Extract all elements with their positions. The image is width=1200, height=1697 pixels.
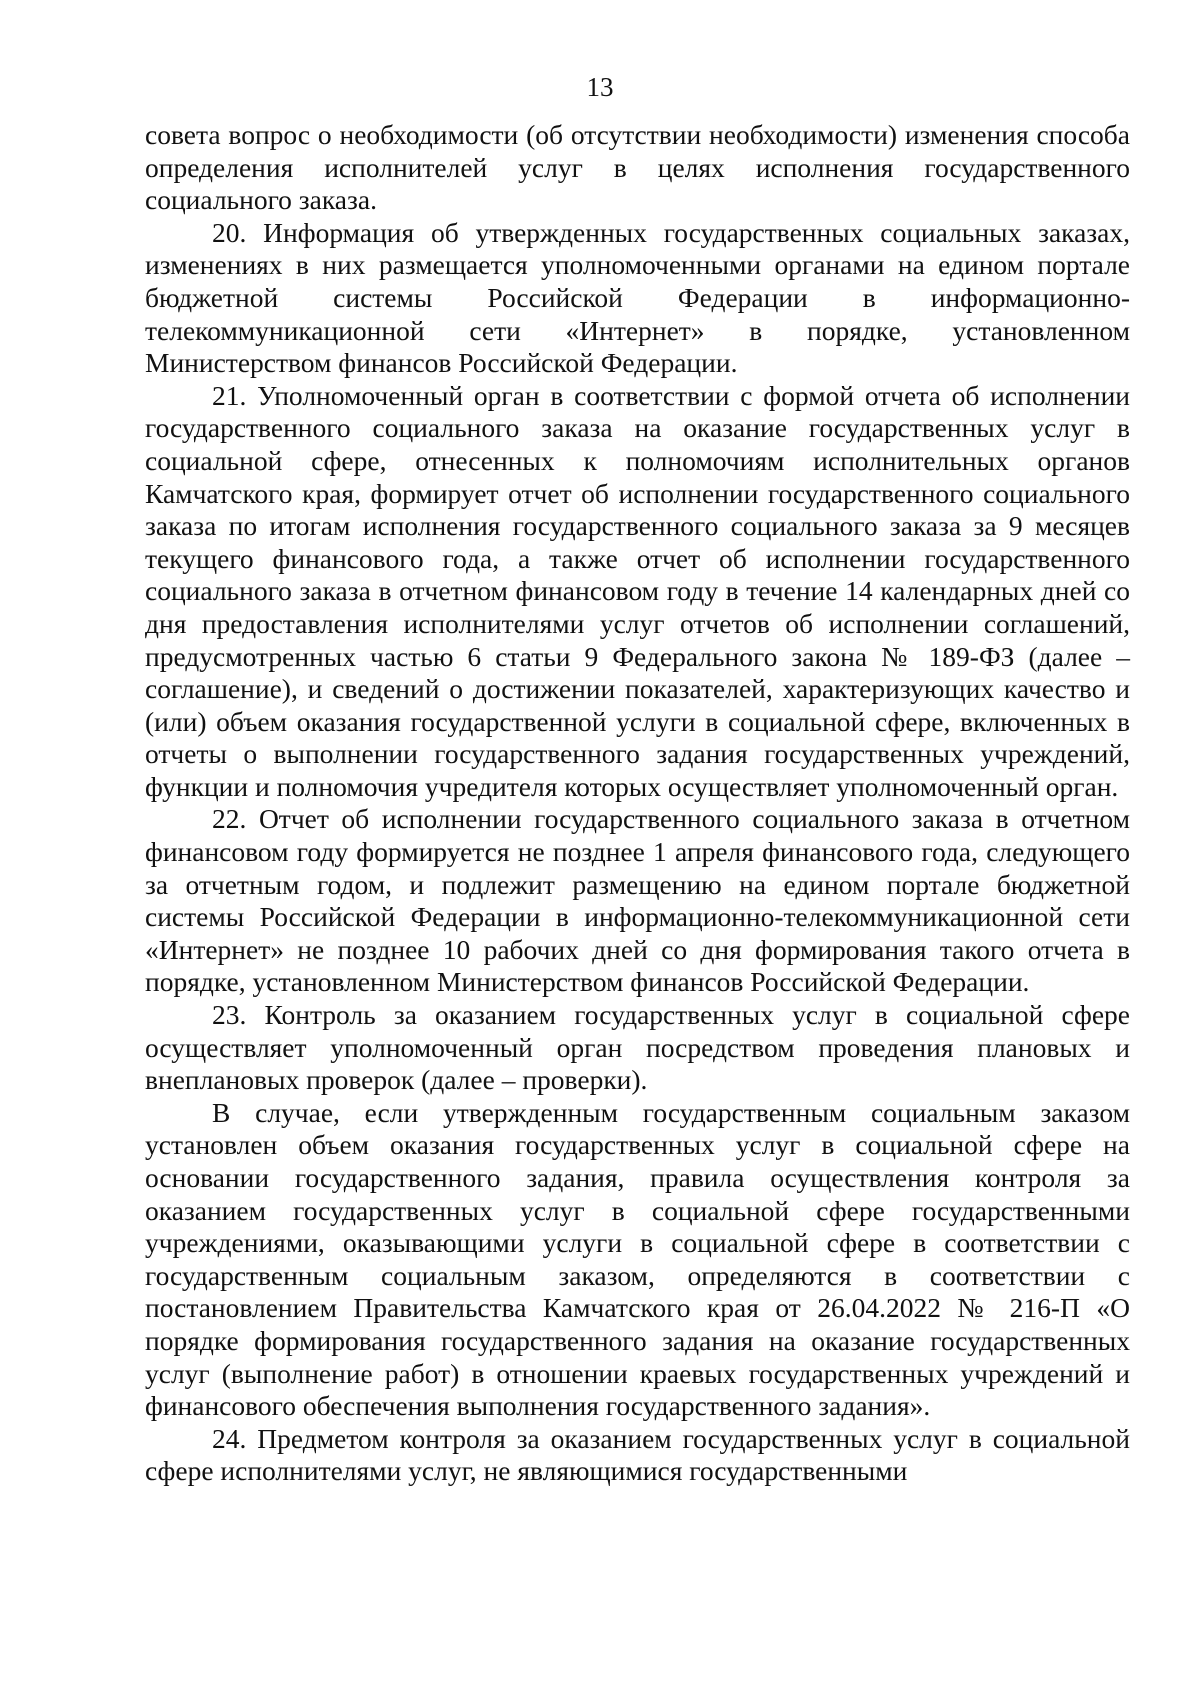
paragraph-item-23-case: В случае, если утвержденным государственным социальным заказом установлен объем оказания государственных услуг в социальной сфере на основании государственного задания, правила осуществления контроля за оказанием государственных услуг в социальной сфере государственными учреждениями, оказывающими услуги в социальной сфере в соответствии с государственным социальным заказом, определяются в соответствии с постановлением Правительства Камчатского края от 26.04.2022 № 216-П «О порядке формирования государственного задания на оказание государственных услуг (выполнение работ) в отношении краевых государственных учреждений и финансового обеспечения выполнения государственного задания». <box>145 1096 1130 1422</box>
page-number: 13 <box>586 72 614 102</box>
document-body <box>145 119 1130 1488</box>
paragraph-item-21: 21. Уполномоченный орган в соответствии с формой отчета об исполнении государственного социального заказа на оказание государственных услуг в социальной сфере, отнесенных к полномочиям исполнительных органов Камчатского края, формирует отчет об исполнении государственного социального заказа по итогам исполнения государственного социального заказа за 9 месяцев текущего финансового года, а также отчет об исполнении государственного социального заказа в отчетном финансовом году в течение 14 календарных дней со дня предоставления исполнителями услуг отчетов об исполнении соглашений, предусмотренных частью 6 статьи 9 Федерального закона № 189-ФЗ (далее – соглашение), и сведений о достижении показателей, характеризующих качество и (или) объем оказания государственной услуги в социальной сфере, включенных в отчеты о выполнении государственного задания государственных учреждений, функции и полномочия учредителя которых осуществляет уполномоченный орган. <box>145 379 1130 802</box>
paragraph-item-23: 23. Контроль за оказанием государственных услуг в социальной сфере осуществляет уполномоченный орган посредством проведения плановых и внеплановых проверок (далее – проверки). <box>145 999 1130 1096</box>
paragraph-item-22: 22. Отчет об исполнении государственного социального заказа в отчетном финансовом году формируется не позднее 1 апреля финансового года, следующего за отчетным годом, и подлежит размещению на едином портале бюджетной системы Российской Федерации в информационно-телекоммуникационной сети «Интернет» не позднее 10 рабочих дней со дня формирования такого отчета в порядке, установленном Министерством финансов Российской Федерации. <box>145 803 1130 998</box>
paragraph-item-20: 20. Информация об утвержденных государственных социальных заказах, изменениях в них размещается уполномоченными органами на едином портале бюджетной системы Российской Федерации в информационно-телекоммуникационной сети «Интернет» в порядке, установленном Министерством финансов Российской Федерации. <box>145 216 1130 379</box>
paragraph-continuation: совета вопрос о необходимости (об отсутствии необходимости) изменения способа определения исполнителей услуг в целях исполнения государственного социального заказа. <box>145 119 1130 216</box>
paragraph-item-24: 24. Предметом контроля за оказанием государственных услуг в социальной сфере исполнителями услуг, не являющимися государственными <box>145 1422 1130 1487</box>
